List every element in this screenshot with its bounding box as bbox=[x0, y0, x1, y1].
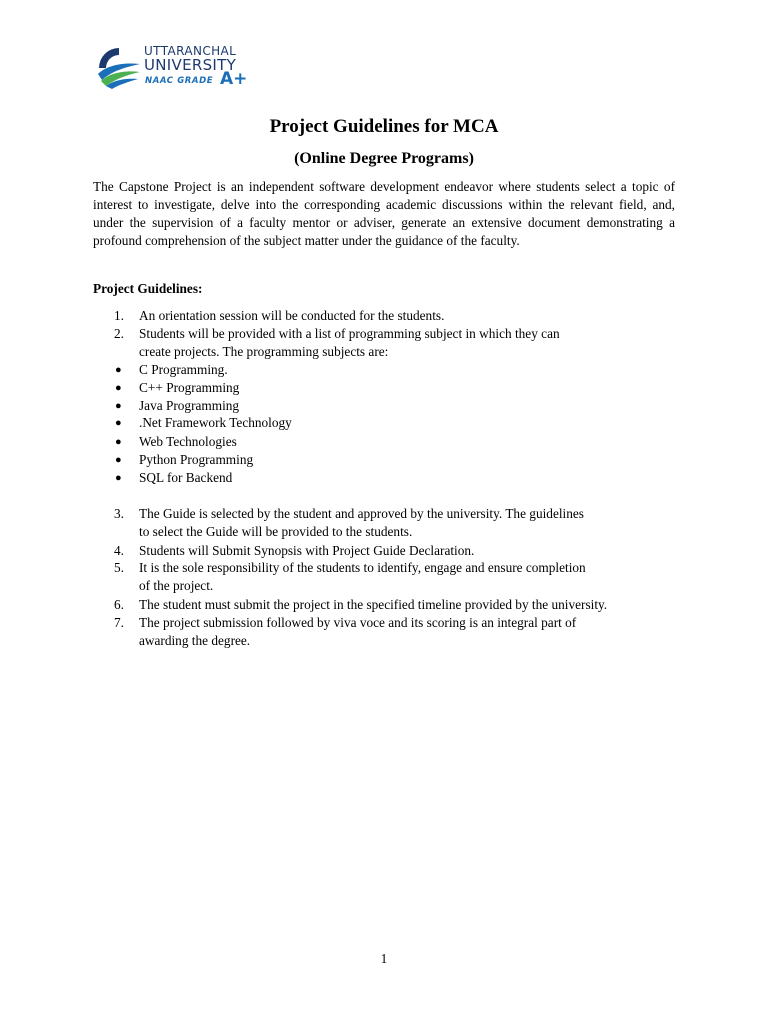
list-item-text: It is the sole responsibility of the students to identify, engage and ensure completion bbox=[139, 560, 586, 575]
list-item-text: awarding the degree. bbox=[139, 633, 251, 648]
bullet-icon: ● bbox=[115, 436, 122, 448]
list-item-text: Students will be provided with a list of programming subject in which they can bbox=[139, 326, 560, 341]
bullet-icon: ● bbox=[115, 417, 122, 429]
list-item-text: create projects. The programming subjects are: bbox=[139, 344, 389, 359]
list-item-number: 5. bbox=[114, 560, 124, 575]
bullet-text: C Programming. bbox=[139, 362, 228, 377]
bullet-text: .Net Framework Technology bbox=[139, 415, 292, 430]
document-title: Project Guidelines for MCA bbox=[269, 116, 499, 137]
list-item-number: 6. bbox=[114, 597, 124, 612]
bullet-text: Web Technologies bbox=[139, 434, 237, 449]
logo-emblem-icon bbox=[96, 44, 142, 90]
list-item-text: Students will Submit Synopsis with Project Guide Declaration. bbox=[139, 543, 475, 558]
intro-paragraph: The Capstone Project is an independent software development endeavor where students select a topic of interest to investigate, delve into the corresponding academic discussions within the relevant field, and, under the supervision of a faculty mentor or adviser, generate an extensive document demonstrating a profound comprehension of the subject matter under the guidance of the faculty. bbox=[93, 179, 675, 248]
logo-grade-text: NAAC GRADE bbox=[145, 76, 214, 86]
page-number: 1 bbox=[380, 951, 388, 966]
list-item-number: 3. bbox=[114, 506, 124, 521]
bullet-icon: ● bbox=[115, 454, 122, 466]
document-subtitle: (Online Degree Programs) bbox=[294, 150, 474, 167]
bullet-icon: ● bbox=[115, 400, 122, 412]
list-item-text: The student must submit the project in the specified timeline provided by the university. bbox=[139, 597, 608, 612]
list-item-number: 2. bbox=[114, 326, 124, 341]
logo-line1: UTTARANCHAL bbox=[144, 44, 237, 58]
list-item-text: An orientation session will be conducted for the students. bbox=[139, 308, 445, 323]
bullet-icon: ● bbox=[115, 472, 122, 484]
bullet-text: Python Programming bbox=[139, 452, 254, 467]
logo-line2: UNIVERSITY bbox=[144, 56, 237, 74]
bullet-text: Java Programming bbox=[139, 398, 240, 413]
bullet-icon: ● bbox=[115, 364, 122, 376]
bullet-icon: ● bbox=[115, 382, 122, 394]
list-item-text: The Guide is selected by the student and approved by the university. The guidelines bbox=[139, 506, 584, 521]
section-heading: Project Guidelines: bbox=[93, 281, 203, 296]
list-item-text: to select the Guide will be provided to the students. bbox=[139, 524, 413, 539]
list-item-number: 4. bbox=[114, 543, 124, 558]
list-item-text: of the project. bbox=[139, 578, 214, 593]
list-item-number: 7. bbox=[114, 615, 124, 630]
bullet-text: C++ Programming bbox=[139, 380, 240, 395]
logo-grade: A+ bbox=[220, 69, 248, 89]
list-item-text: The project submission followed by viva voce and its scoring is an integral part of bbox=[139, 615, 577, 630]
bullet-text: SQL for Backend bbox=[139, 470, 233, 485]
list-item-number: 1. bbox=[114, 308, 124, 323]
university-logo bbox=[96, 44, 256, 92]
